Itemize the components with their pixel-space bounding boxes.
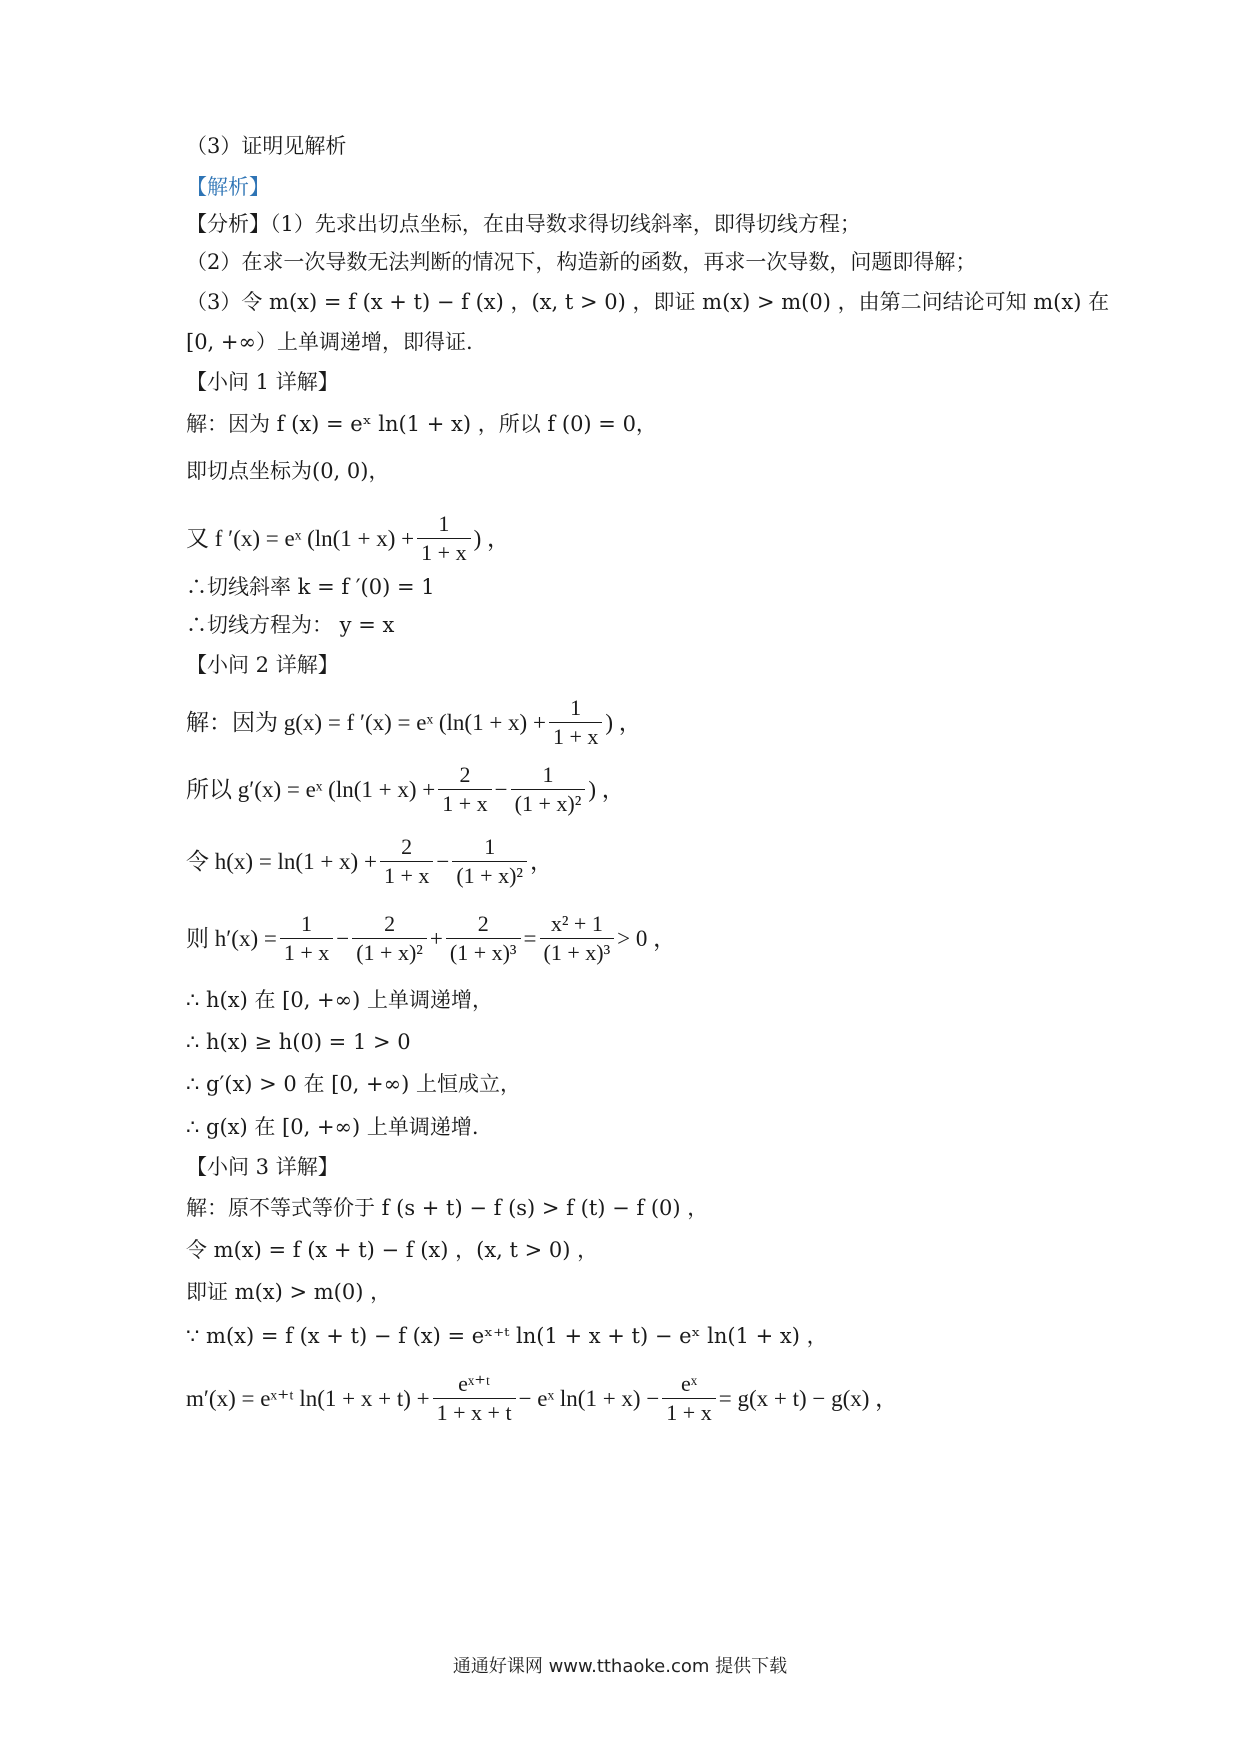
formula-text: ) ， (605, 709, 642, 735)
operator: − (436, 848, 450, 874)
text: ∴切线斜率 k = f ′(0) = 1 (186, 575, 435, 599)
formula-text: = g(x + t) − g(x) ， (718, 1385, 899, 1411)
denominator: (1 + x)³ (446, 938, 521, 965)
numerator: eˣ (680, 1371, 698, 1396)
page-footer: 通通好课网 www.tthaoke.com 提供下载 (452, 1656, 788, 1677)
q2-g-definition (186, 696, 642, 749)
text: （3）证明见解析 (186, 134, 347, 158)
analysis-line-1 (186, 212, 861, 237)
formula-text: 又 f ′(x) = eˣ (ln(1 + x) + (186, 525, 415, 551)
formula-text: ， (530, 848, 554, 874)
q2-h-definition (186, 835, 553, 888)
q3-line-3 (186, 1280, 391, 1305)
numerator: x² + 1 (550, 911, 603, 936)
q3-line-4 (186, 1324, 828, 1349)
text: 解：因为 f (x) = eˣ ln(1 + x) ，所以 f (0) = 0， (186, 412, 657, 436)
formula-text: > 0 ， (617, 925, 677, 951)
fraction (438, 763, 491, 816)
denominator: 1 + x (662, 1398, 715, 1425)
text: ∴ g(x) 在 [0, +∞) 上单调递增. (186, 1115, 479, 1139)
formula-text: − eˣ ln(1 + x) − (518, 1385, 660, 1411)
fraction (446, 912, 521, 965)
q1-line-2 (186, 459, 389, 484)
denominator: 1 + x (280, 938, 333, 965)
subquestion-3-heading (186, 1155, 339, 1180)
fraction (380, 835, 433, 888)
text: 解：原不等式等价于 f (s + t) − f (s) > f (t) − f (0) ， (186, 1196, 709, 1220)
q2-conclusion-4 (186, 1115, 479, 1140)
denominator: 1 + x + t (433, 1398, 516, 1425)
text: [0, +∞）上单调递增，即得证. (186, 330, 473, 354)
text: 【解析】 (186, 175, 270, 199)
analysis-line-4 (186, 330, 473, 355)
analysis-line-2 (186, 250, 976, 275)
numerator: 1 (438, 511, 450, 536)
denominator: (1 + x)³ (540, 938, 615, 965)
fraction (280, 912, 333, 965)
numerator: eˣ⁺ᵗ (458, 1371, 491, 1396)
text: 【小问 1 详解】 (186, 370, 339, 394)
q1-line-tangent (186, 613, 394, 638)
formula-text: 则 h′(x) = (186, 925, 277, 951)
operator: − (494, 776, 508, 802)
numerator: 1 (484, 834, 496, 859)
operator: = (523, 925, 537, 951)
fraction (549, 696, 602, 749)
denominator: 1 + x (549, 722, 602, 749)
q2-conclusion-3 (186, 1072, 521, 1097)
q1-line-slope (186, 575, 435, 600)
denominator: (1 + x)² (511, 789, 586, 816)
numerator: 1 (301, 911, 313, 936)
text: ∴切线方程为： y = x (186, 613, 395, 637)
formula-text: 所以 g′(x) = eˣ (ln(1 + x) + (186, 776, 436, 802)
numerator: 2 (459, 762, 471, 787)
formula-text: m′(x) = eˣ⁺ᵗ ln(1 + x + t) + (186, 1385, 430, 1411)
q1-derivative-formula (186, 512, 510, 565)
numerator: 2 (401, 834, 413, 859)
fraction (662, 1372, 715, 1425)
answer-part-3 (186, 134, 346, 159)
subquestion-1-heading (186, 370, 339, 395)
formula-text: 令 h(x) = ln(1 + x) + (186, 848, 377, 874)
q2-conclusion-1 (186, 988, 493, 1013)
formula-text: 解：因为 g(x) = f ′(x) = eˣ (ln(1 + x) + (186, 709, 546, 735)
text: 【分析】（1）先求出切点坐标，在由导数求得切线斜率，即得切线方程； (186, 212, 861, 236)
text: ∴ g′(x) > 0 在 [0, +∞) 上恒成立， (186, 1072, 521, 1096)
formula-text: ) ， (473, 525, 510, 551)
q2-conclusion-2 (186, 1030, 411, 1055)
q3-m-derivative (186, 1372, 898, 1425)
section-heading-analysis (186, 175, 270, 200)
fraction (540, 912, 615, 965)
operator: − (336, 925, 350, 951)
denominator: 1 + x (380, 861, 433, 888)
denominator: 1 + x (438, 789, 491, 816)
q1-line-1 (186, 412, 657, 437)
denominator: 1 + x (417, 538, 470, 565)
text: 令 m(x) = f (x + t) − f (x) ，(x, t > 0) ， (186, 1238, 599, 1262)
numerator: 1 (542, 762, 554, 787)
numerator: 2 (477, 911, 489, 936)
denominator: (1 + x)² (352, 938, 427, 965)
subquestion-2-heading (186, 653, 339, 678)
text: 【小问 2 详解】 (186, 653, 339, 677)
formula-text: ) ， (588, 776, 625, 802)
q2-g-derivative (186, 763, 625, 816)
text: ∴ h(x) ≥ h(0) = 1 > 0 (186, 1030, 411, 1054)
text: ∵ m(x) = f (x + t) − f (x) = eˣ⁺ᵗ ln(1 + x + t) − eˣ ln(1 + x) ， (186, 1324, 828, 1348)
fraction (417, 512, 470, 565)
fraction (452, 835, 527, 888)
numerator: 2 (384, 911, 396, 936)
q2-h-derivative (186, 912, 676, 965)
fraction (511, 763, 586, 816)
text: （3）令 m(x) = f (x + t) − f (x) ，(x, t > 0) ，即证 m(x) > m(0) ，由第二问结论可知 m(x) 在 (186, 290, 1110, 314)
text: 即切点坐标为(0, 0)， (186, 459, 390, 483)
analysis-line-3 (186, 290, 1109, 315)
text: 即证 m(x) > m(0) ， (186, 1280, 392, 1304)
text: ∴ h(x) 在 [0, +∞) 上单调递增， (186, 988, 494, 1012)
q3-line-1 (186, 1196, 708, 1221)
numerator: 1 (570, 695, 582, 720)
text: （2）在求一次导数无法判断的情况下，构造新的函数，再求一次导数，问题即得解； (186, 250, 977, 274)
fraction (433, 1372, 516, 1425)
q3-line-2 (186, 1238, 598, 1263)
denominator: (1 + x)² (452, 861, 527, 888)
operator: + (429, 925, 443, 951)
text: 【小问 3 详解】 (186, 1155, 339, 1179)
fraction (352, 912, 427, 965)
